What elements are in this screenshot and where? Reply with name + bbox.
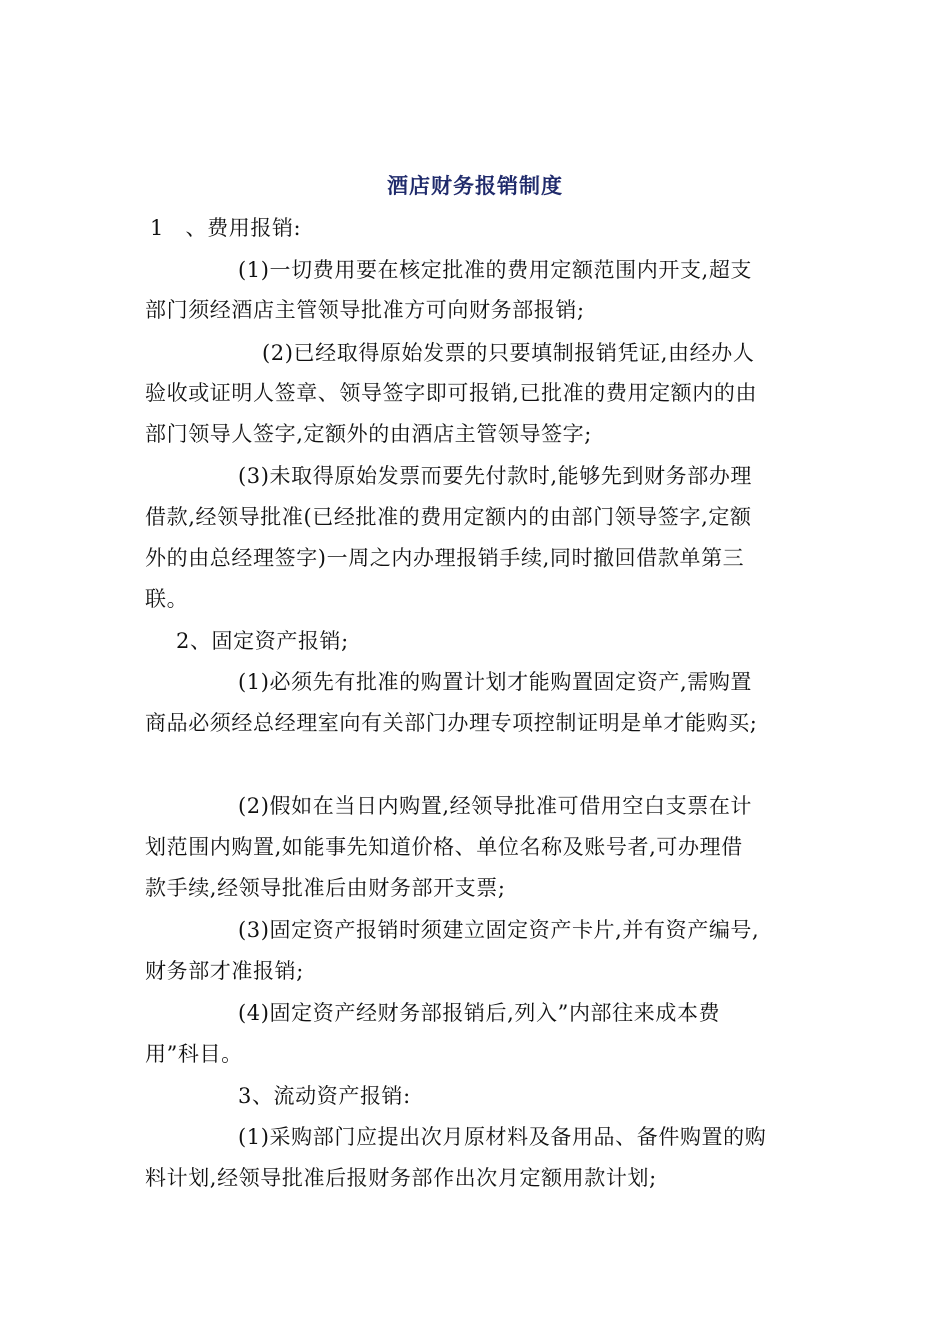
section-heading: 2、固定资产报销; <box>176 629 349 653</box>
paragraph-line: 款手续,经领导批准后由财务部开支票; <box>145 876 506 900</box>
paragraph-line: (4)固定资产经财务部报销后,列入”内部往来成本费 <box>238 1001 721 1025</box>
paragraph-line: (3)未取得原始发票而要先付款时,能够先到财务部办理 <box>238 464 753 488</box>
paragraph-line: 验收或证明人签章、领导签字即可报销,已批准的费用定额内的由 <box>145 381 758 405</box>
paragraph-line: 借款,经领导批准(已经批准的费用定额内的由部门领导签字,定额 <box>145 505 752 529</box>
document-title: 酒店财务报销制度 <box>387 173 563 198</box>
paragraph-line: 部门领导人签字,定额外的由酒店主管领导签字; <box>145 422 592 446</box>
paragraph-line: (1)必须先有批准的购置计划才能购置固定资产,需购置 <box>238 670 753 694</box>
paragraph-line: 外的由总经理签字)一周之内办理报销手续,同时撤回借款单第三 <box>145 546 745 570</box>
paragraph-line: (2)假如在当日内购置,经领导批准可借用空白支票在计 <box>238 794 753 818</box>
paragraph-line: 划范围内购置,如能事先知道价格、单位名称及账号者,可办理借 <box>145 835 743 859</box>
section-heading: 3、流动资产报销: <box>238 1084 411 1108</box>
section-heading: 1 、费用报销: <box>150 216 302 240</box>
paragraph-line: 财务部才准报销; <box>145 959 304 983</box>
paragraph-line: 料计划,经领导批准后报财务部作出次月定额用款计划; <box>145 1166 657 1190</box>
paragraph-line: 商品必须经总经理室向有关部门办理专项控制证明是单才能购买; <box>145 711 758 735</box>
paragraph-line: (3)固定资产报销时须建立固定资产卡片,并有资产编号, <box>238 918 760 942</box>
paragraph-line: 部门须经酒店主管领导批准方可向财务部报销; <box>145 298 585 322</box>
paragraph-line: (2)已经取得原始发票的只要填制报销凭证,由经办人 <box>262 341 755 365</box>
paragraph-line: (1)采购部门应提出次月原材料及备用品、备件购置的购 <box>238 1125 767 1149</box>
paragraph-line: 用”科目。 <box>145 1042 243 1066</box>
paragraph-line: 联。 <box>145 587 189 611</box>
paragraph-line: (1)一切费用要在核定批准的费用定额范围内开支,超支 <box>238 258 753 282</box>
